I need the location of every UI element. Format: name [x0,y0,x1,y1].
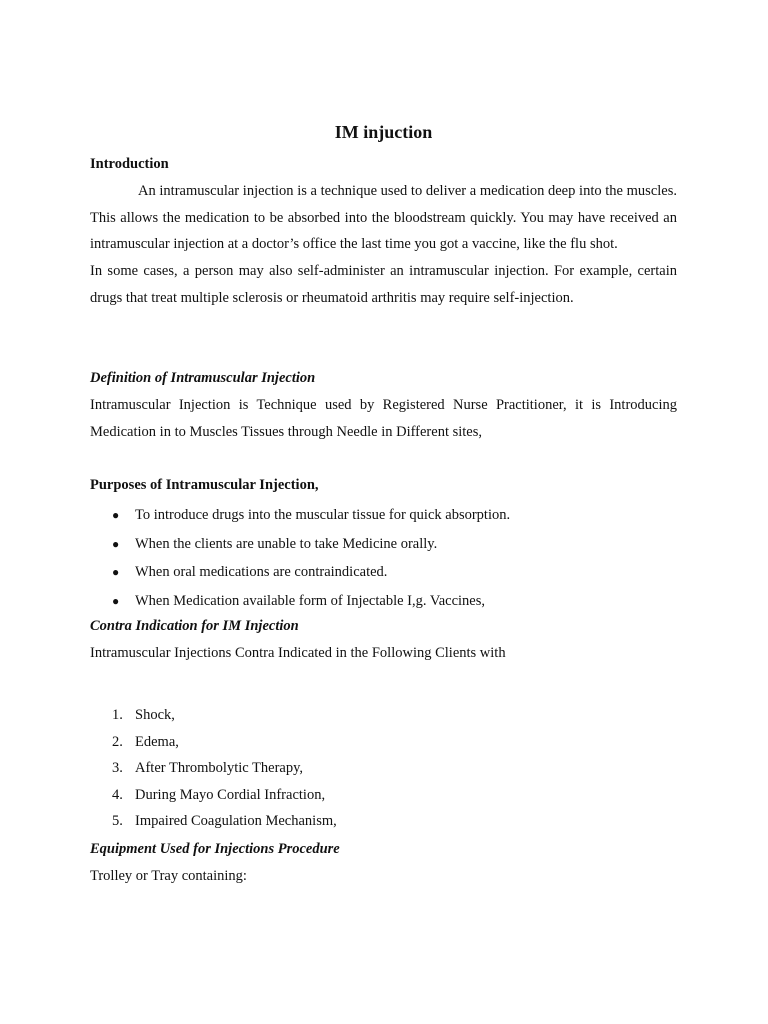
list-item [90,702,677,729]
list-item [90,558,677,587]
introduction-heading: Introduction [90,156,169,172]
introduction-paragraph-1: An intramuscular injection is a technique used to deliver a medication deep into the muscles. This allows the medication to be absorbed into the bloodstream quickly. You may have received an intramuscular injection at a doctor’s office the last time you got a vaccine, like the flu shot. [90,182,677,253]
list-number: 4. [112,786,123,803]
list-item [90,530,677,559]
purpose-item-1: To introduce drugs into the muscular tissue for quick absorption. [135,506,511,523]
contra-item-3: After Thrombolytic Therapy, [135,760,304,777]
definition-heading: Definition of Intramuscular Injection [90,370,316,386]
purposes-section [90,472,677,616]
purpose-item-4: When Medication available form of Injectable I,g. Vaccines, [135,593,486,610]
introduction-section [90,151,677,312]
contra-indication-section [90,613,677,667]
list-number: 3. [112,760,123,777]
bullet-icon: ● [112,565,120,580]
equipment-heading: Equipment Used for Injections Procedure [90,841,340,857]
equipment-text: Trolley or Tray containing: [90,867,247,884]
list-item [90,729,677,756]
list-item [90,587,677,616]
list-item [90,501,677,530]
list-number: 1. [112,707,123,723]
bullet-icon: ● [112,594,120,609]
definition-section [90,365,677,445]
page-title: IM injuction [334,122,433,142]
equipment-section [90,836,677,890]
purposes-heading: Purposes of Intramuscular Injection, [90,477,319,493]
list-item [90,755,677,782]
bullet-icon: ● [112,536,120,551]
contra-item-5: Impaired Coagulation Mechanism, [135,813,337,830]
introduction-paragraph-2: In some cases, a person may also self-administer an intramuscular injection. For example, certain drugs that treat multiple sclerosis or rheumatoid arthritis may require self-injection. [90,263,677,306]
purpose-item-2: When the clients are unable to take Medicine orally. [135,535,438,552]
list-number: 5. [112,813,123,830]
contra-item-1: Shock, [135,707,175,723]
contra-indication-heading: Contra Indication for IM Injection [90,618,299,634]
contra-indication-text: Intramuscular Injections Contra Indicated in the Following Clients with [90,644,506,661]
list-item [90,808,677,835]
purposes-list [90,501,677,616]
list-number: 2. [112,733,123,750]
contra-item-4: During Mayo Cordial Infraction, [135,786,326,803]
bullet-icon: ● [112,507,120,522]
definition-text: Intramuscular Injection is Technique used by Registered Nurse Practitioner, it is Introducing Medication in to Muscles Tissues through Needle in Different sites, [90,396,677,440]
list-item [90,782,677,809]
contra-item-2: Edema, [135,733,179,750]
purpose-item-3: When oral medications are contraindicated. [135,564,388,581]
contra-indication-list [90,702,677,835]
contra-indication-list-block [90,702,677,835]
